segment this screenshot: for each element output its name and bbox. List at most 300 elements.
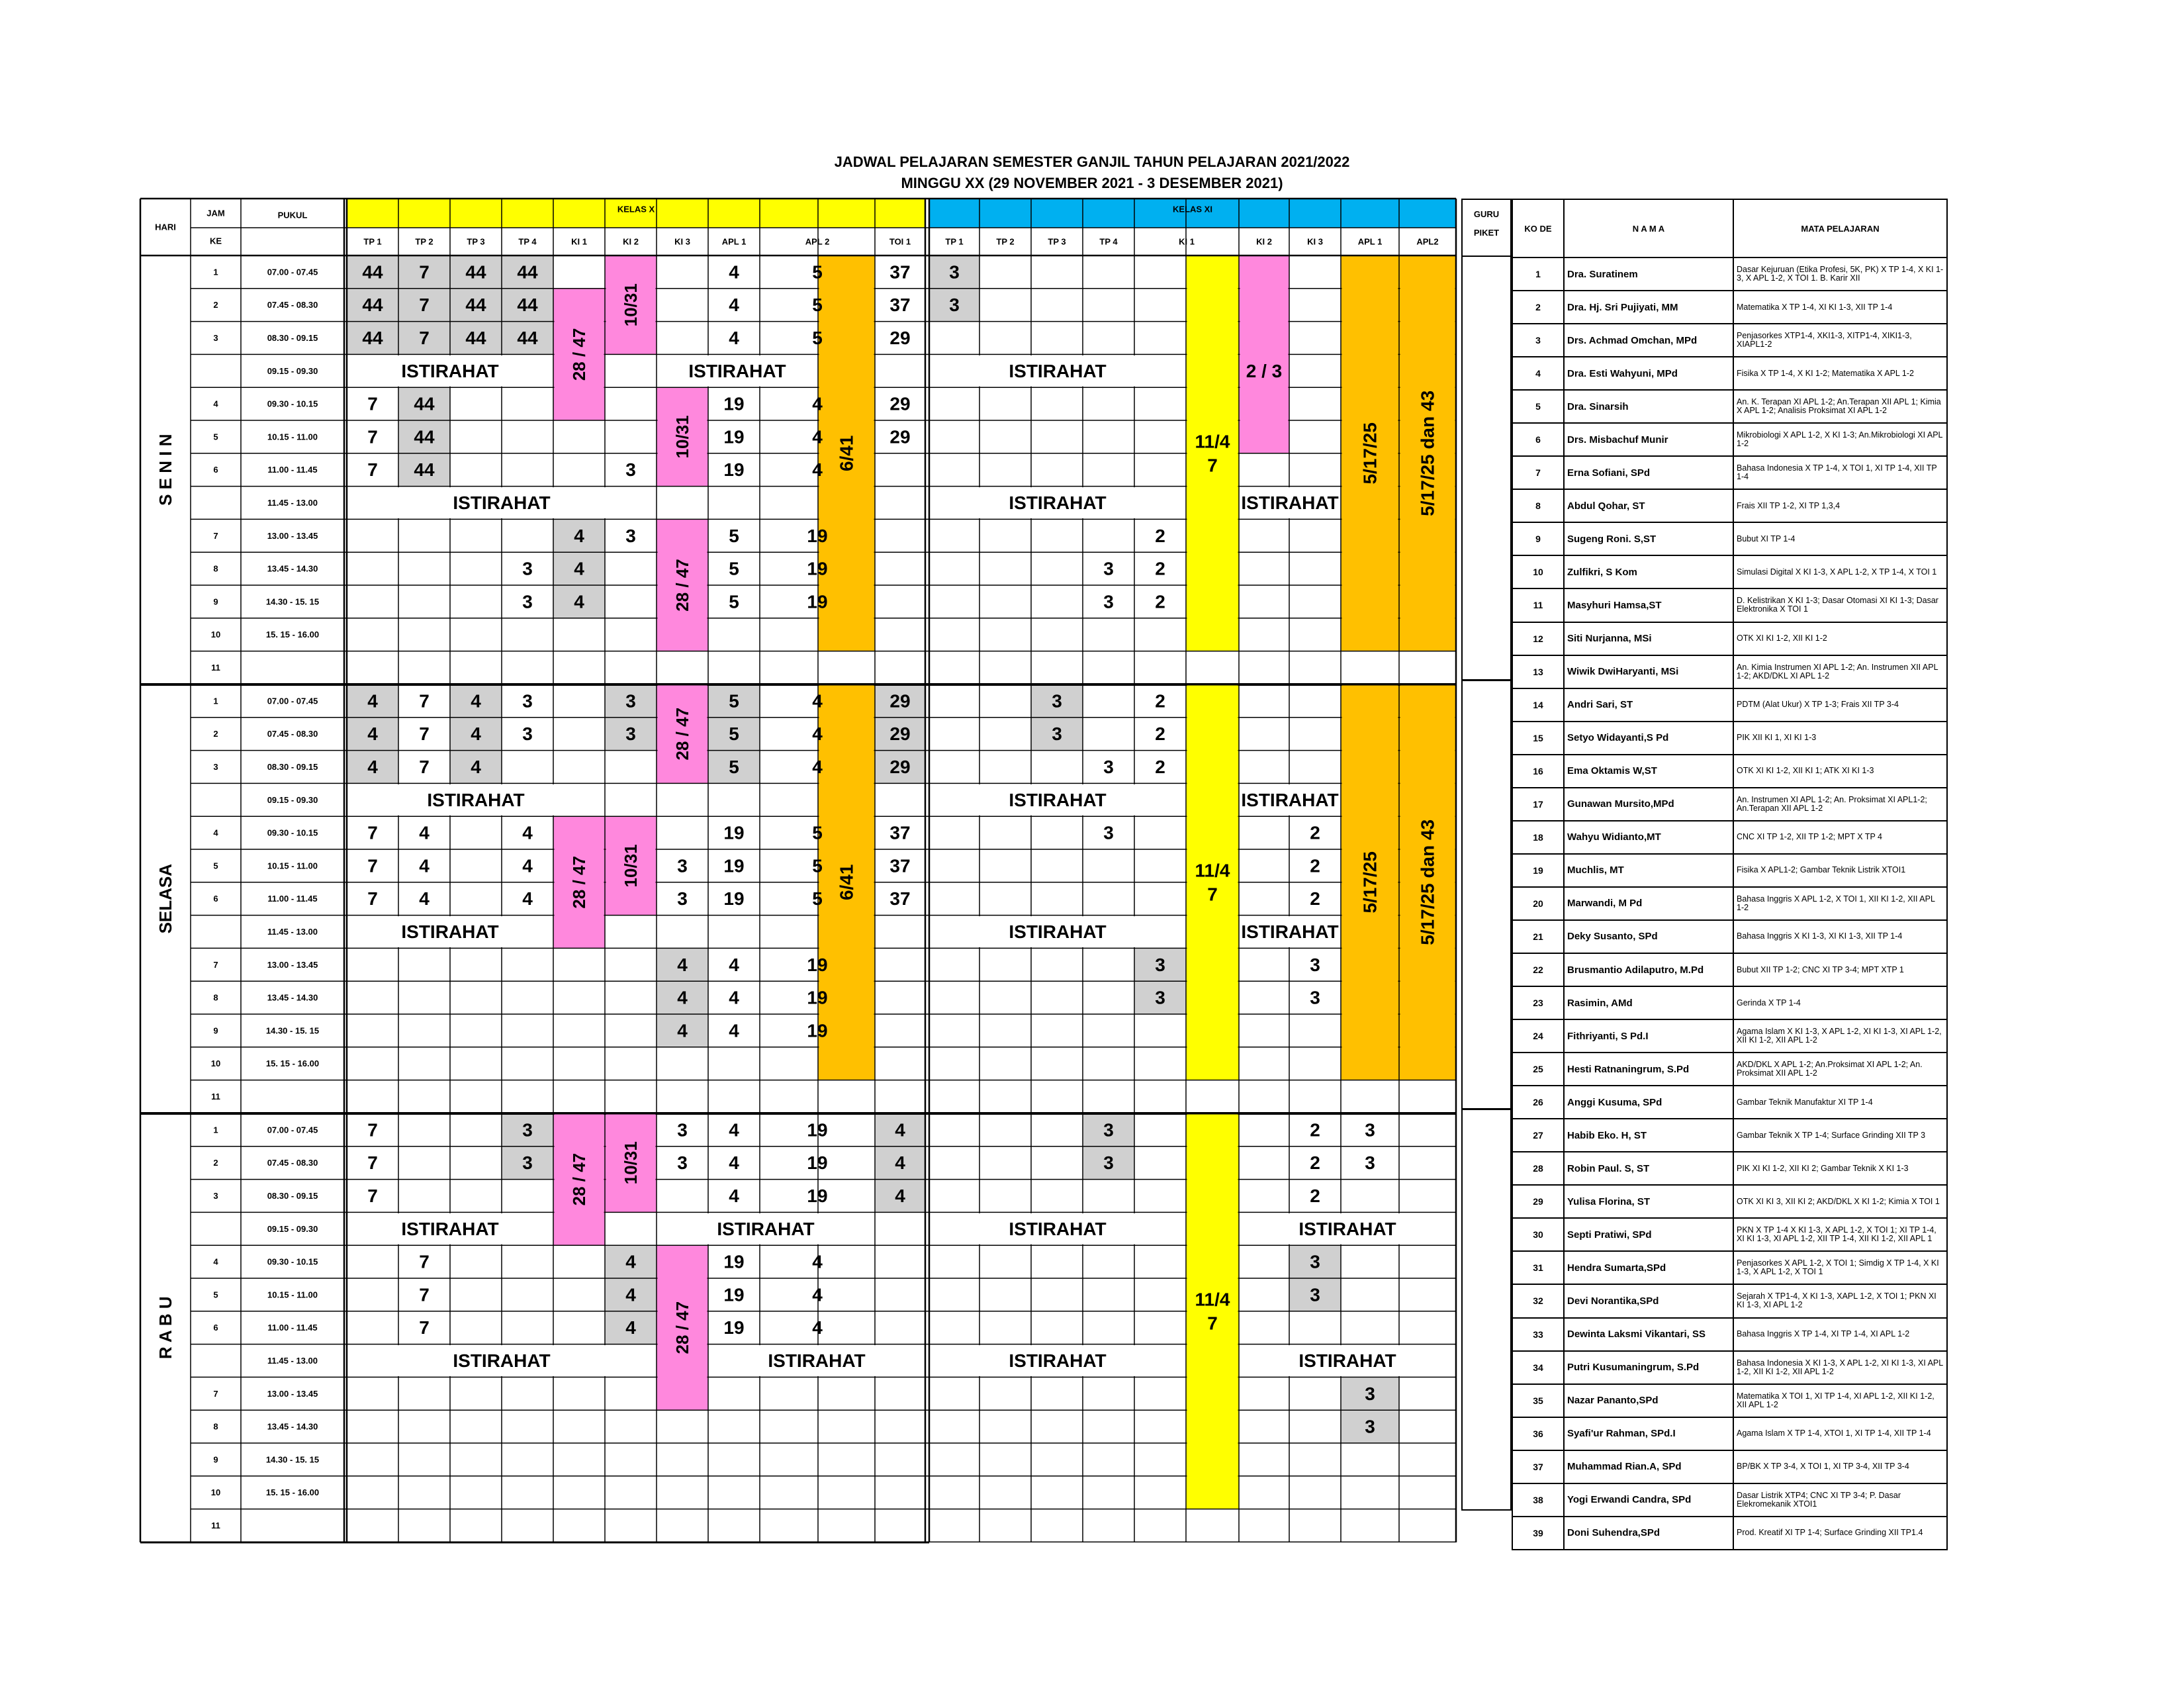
period-time: 13.00 - 13.45 xyxy=(267,1388,318,1399)
schedule-value: 4 xyxy=(677,954,688,975)
schedule-value: 29 xyxy=(889,426,911,447)
period-time: 08.30 - 09.15 xyxy=(267,333,318,343)
period-time: 07.45 - 08.30 xyxy=(267,729,318,739)
schedule-value: 4 xyxy=(574,558,584,579)
schedule-value: 4 xyxy=(367,690,378,712)
schedule-value: 3 xyxy=(1310,954,1320,975)
day-label: S E N I N xyxy=(156,434,175,506)
schedule-value: 3 xyxy=(949,295,960,316)
teacher-kode: 30 xyxy=(1512,1218,1564,1251)
merged-block-label: 6/41 xyxy=(836,864,857,901)
period-number: 11 xyxy=(211,1521,220,1530)
teacher-mapel: Dasar Listrik XTP4; CNC XI TP 3-4; P. Dasar Elekromekanik XTOI1 xyxy=(1733,1483,1947,1517)
schedule-value: 19 xyxy=(807,525,828,546)
teacher-row xyxy=(1512,258,1947,291)
teacher-kode: 25 xyxy=(1512,1053,1564,1086)
teacher-kode: 6 xyxy=(1512,423,1564,456)
teacher-nama: Abdul Qohar, ST xyxy=(1564,489,1733,522)
period-number: 10 xyxy=(210,1058,221,1069)
page-title: JADWAL PELAJARAN SEMESTER GANJIL TAHUN PELAJARAN 2021/2022 xyxy=(834,154,1350,170)
schedule-value: 4 xyxy=(471,690,481,712)
teacher-nama: Erna Sofiani, SPd xyxy=(1564,456,1733,489)
teacher-kode: 12 xyxy=(1512,622,1564,655)
period-number: 3 xyxy=(213,333,218,343)
teacher-nama: Drs. Achmad Omchan, MPd xyxy=(1564,324,1733,357)
teacher-row xyxy=(1512,953,1947,986)
schedule-value: 7 xyxy=(367,855,378,876)
teacher-row xyxy=(1512,986,1947,1019)
teacher-row xyxy=(1512,324,1947,357)
teacher-nama: Devi Norantika,SPd xyxy=(1564,1284,1733,1317)
schedule-value: 4 xyxy=(522,888,533,910)
teacher-row xyxy=(1512,1351,1947,1384)
teacher-nama: Deky Susanto, SPd xyxy=(1564,920,1733,953)
schedule-value: 3 xyxy=(522,591,533,612)
period-number: 7 xyxy=(213,959,218,970)
schedule-value: 4 xyxy=(729,1119,739,1141)
period-number: 1 xyxy=(213,267,218,277)
schedule-value: 4 xyxy=(812,393,823,414)
schedule-value: 3 xyxy=(522,1119,533,1141)
teacher-row xyxy=(1512,821,1947,854)
merged-block-label: 7 xyxy=(1207,1313,1218,1334)
istirahat-label: ISTIRAHAT xyxy=(1009,1350,1107,1371)
schedule-value: 3 xyxy=(625,459,636,481)
period-number: 9 xyxy=(213,596,218,607)
period-number: 9 xyxy=(213,1454,218,1465)
istirahat-label: ISTIRAHAT xyxy=(1241,921,1339,942)
schedule-value: 2 xyxy=(1155,558,1165,579)
day-label: SELASA xyxy=(156,863,175,934)
teacher-mapel: Bahasa Indonesia X KI 1-3, X APL 1-2, XI KI 1-3, XI APL 1-2, XII KI 1-2, XII APL 1-2 xyxy=(1733,1351,1947,1384)
merged-block-label: 28 / 47 xyxy=(569,328,589,381)
schedule-value: 19 xyxy=(807,1119,828,1141)
schedule-value: 7 xyxy=(419,1284,430,1305)
period-time: 07.00 - 07.45 xyxy=(267,696,318,706)
istirahat-label: ISTIRAHAT xyxy=(401,360,499,381)
schedule-value: 4 xyxy=(471,724,481,745)
schedule-value: 19 xyxy=(807,1186,828,1206)
teacher-row xyxy=(1512,357,1947,390)
period-time: 09.15 - 09.30 xyxy=(267,1223,318,1234)
period-time: 11.00 - 11.45 xyxy=(267,1323,318,1333)
schedule-value: 44 xyxy=(362,295,383,316)
teacher-row xyxy=(1512,755,1947,788)
schedule-value: 19 xyxy=(807,558,828,579)
schedule-value: 4 xyxy=(812,1284,823,1305)
teacher-mapel: Dasar Kejuruan (Etika Profesi, 5K, PK) X TP 1-4, X KI 1-3, X APL 1-2, X TOI 1. B. Karir XII xyxy=(1733,258,1947,291)
jam-header: JAM xyxy=(206,208,225,218)
teacher-kode: 18 xyxy=(1512,821,1564,854)
teacher-mapel: Bubut XII TP 1-2; CNC XI TP 3-4; MPT XTP 1 xyxy=(1733,953,1947,986)
teacher-kode: 2 xyxy=(1512,291,1564,324)
schedule-value: 29 xyxy=(889,690,911,712)
teacher-mapel: Bahasa Indonesia X TP 1-4, X TOI 1, XI TP 1-4, XII TP 1-4 xyxy=(1733,456,1947,489)
teacher-legend xyxy=(1512,199,1946,1550)
schedule-value: 2 xyxy=(1310,822,1320,843)
schedule-value: 44 xyxy=(414,426,435,447)
schedule-value: 3 xyxy=(522,558,533,579)
period-number: 4 xyxy=(213,1256,218,1267)
teacher-kode: 3 xyxy=(1512,324,1564,357)
guru-piket-column xyxy=(1461,199,1512,1511)
schedule-value: 4 xyxy=(471,757,481,777)
teacher-kode: 13 xyxy=(1512,655,1564,688)
period-number: 7 xyxy=(213,1388,218,1399)
merged-block-label: 28 / 47 xyxy=(672,707,692,761)
schedule-value: 3 xyxy=(1365,1416,1375,1437)
merged-block-face xyxy=(1187,686,1238,1080)
period-time: 10.15 - 11.00 xyxy=(267,861,318,871)
teacher-mapel: Simulasi Digital X KI 1-3, X APL 1-2, X TP 1-4, X TOI 1 xyxy=(1733,555,1947,588)
kelas-x-label: KELAS X xyxy=(617,204,655,214)
schedule-value: 2 xyxy=(1310,1119,1320,1141)
teacher-row xyxy=(1512,1251,1947,1284)
istirahat-label: ISTIRAHAT xyxy=(1009,360,1107,381)
teacher-mapel: Agama Islam X KI 1-3, X APL 1-2, XI KI 1-3, XI APL 1-2, XII KI 1-2, XII APL 1-2 xyxy=(1733,1019,1947,1053)
period-number: 5 xyxy=(213,861,218,871)
teacher-kode: 22 xyxy=(1512,953,1564,986)
teacher-kode: 14 xyxy=(1512,688,1564,722)
schedule-value: 44 xyxy=(465,261,486,283)
schedule-value: 4 xyxy=(419,888,430,910)
istirahat-label: ISTIRAHAT xyxy=(1298,1350,1396,1371)
schedule-value: 37 xyxy=(889,261,911,283)
period-number: 2 xyxy=(213,1158,218,1168)
schedule-value: 5 xyxy=(812,888,823,910)
teacher-row xyxy=(1512,655,1947,688)
schedule-value: 3 xyxy=(677,1119,688,1141)
teacher-kode: 8 xyxy=(1512,489,1564,522)
teacher-row xyxy=(1512,1417,1947,1450)
teacher-row xyxy=(1512,1185,1947,1218)
schedule-value: 44 xyxy=(414,393,435,414)
schedule-value: 4 xyxy=(729,987,739,1008)
period-number: 5 xyxy=(213,432,218,442)
schedule-value: 3 xyxy=(522,724,533,745)
teacher-nama: Zulfikri, S Kom xyxy=(1564,555,1733,588)
merged-block-label: 28 / 47 xyxy=(569,1152,589,1206)
teacher-kode: 27 xyxy=(1512,1119,1564,1152)
teacher-row xyxy=(1512,456,1947,489)
merged-block-face xyxy=(1240,257,1289,453)
istirahat-label: ISTIRAHAT xyxy=(1009,1218,1107,1239)
schedule-value: 7 xyxy=(419,1251,430,1272)
istirahat-label: ISTIRAHAT xyxy=(453,492,551,513)
schedule-value: 5 xyxy=(812,295,823,316)
schedule-value: 5 xyxy=(729,525,739,546)
teacher-kode: 32 xyxy=(1512,1284,1564,1317)
teacher-nama: Wahyu Widianto,MT xyxy=(1564,821,1733,854)
schedule-value: 4 xyxy=(522,855,533,876)
teacher-row xyxy=(1512,887,1947,920)
teacher-nama: Dewinta Laksmi Vikantari, SS xyxy=(1564,1318,1733,1351)
teacher-mapel: OTK XI KI 3, XII KI 2; AKD/DKL X KI 1-2; Kimia X TOI 1 xyxy=(1733,1185,1947,1218)
schedule-value: 29 xyxy=(889,757,911,777)
merged-block-label: 28 / 47 xyxy=(569,856,589,909)
schedule-value: 4 xyxy=(729,295,739,316)
teacher-row xyxy=(1512,1517,1947,1550)
period-time: 13.45 - 14.30 xyxy=(267,992,318,1003)
schedule-value: 5 xyxy=(729,757,739,777)
teacher-nama: Hesti Ratnaningrum, S.Pd xyxy=(1564,1053,1733,1086)
istirahat-label: ISTIRAHAT xyxy=(1009,789,1107,810)
teacher-nama: Masyhuri Hamsa,ST xyxy=(1564,588,1733,622)
teacher-kode: 16 xyxy=(1512,755,1564,788)
period-time: 11.00 - 11.45 xyxy=(267,894,318,904)
schedule-value: 44 xyxy=(362,328,383,348)
teacher-row xyxy=(1512,390,1947,423)
teacher-row xyxy=(1512,1086,1947,1119)
teacher-row xyxy=(1512,1152,1947,1185)
kelas-xi-col-header: TP 4 xyxy=(1099,236,1118,247)
istirahat-label: ISTIRAHAT xyxy=(401,1218,499,1239)
merged-block-label: 10/31 xyxy=(672,415,692,459)
schedule-value: 19 xyxy=(723,459,745,481)
schedule-value: 5 xyxy=(812,261,823,283)
schedule-value: 4 xyxy=(625,1284,636,1305)
kelas-xi-col-header: KI 1 xyxy=(1179,236,1195,247)
period-number: 4 xyxy=(213,827,218,838)
hari-header: HARI xyxy=(155,222,176,232)
teacher-kode: 20 xyxy=(1512,887,1564,920)
kelas-xi-col-header: TP 3 xyxy=(1048,236,1066,247)
period-number: 2 xyxy=(213,729,218,739)
teacher-kode: 33 xyxy=(1512,1318,1564,1351)
period-number: 5 xyxy=(213,1289,218,1300)
teacher-row xyxy=(1512,1284,1947,1317)
teacher-kode: 34 xyxy=(1512,1351,1564,1384)
teacher-nama: Syafi'ur Rahman, SPd.I xyxy=(1564,1417,1733,1450)
schedule-value: 4 xyxy=(812,724,823,745)
kelas-x-col-header: APL 1 xyxy=(721,236,747,247)
kelas-xi-col-header: KI 2 xyxy=(1256,236,1272,247)
teacher-kode: 15 xyxy=(1512,722,1564,755)
merged-block-face xyxy=(1187,257,1238,651)
schedule-value: 7 xyxy=(367,822,378,843)
period-time: 11.00 - 11.45 xyxy=(267,465,318,475)
teacher-nama: Brusmantio Adilaputro, M.Pd xyxy=(1564,953,1733,986)
schedule-value: 4 xyxy=(729,1020,739,1041)
period-time: 09.30 - 10.15 xyxy=(267,827,318,838)
kelas-x-col-header: TP 4 xyxy=(518,236,537,247)
teacher-kode: 5 xyxy=(1512,390,1564,423)
schedule-value: 4 xyxy=(812,426,823,447)
teacher-mapel: Agama Islam X TP 1-4, XTOI 1, XI TP 1-4, XII TP 1-4 xyxy=(1733,1417,1947,1450)
piket-label: PIKET xyxy=(1473,228,1500,238)
merged-block-label: 5/17/25 dan 43 xyxy=(1417,819,1438,945)
teacher-mapel: Fisika X TP 1-4, X KI 1-2; Matematika X APL 1-2 xyxy=(1733,357,1947,390)
schedule-value: 4 xyxy=(367,757,378,777)
schedule-value: 3 xyxy=(1103,822,1114,843)
period-number: 6 xyxy=(213,465,218,475)
istirahat-label: ISTIRAHAT xyxy=(1241,492,1339,513)
teacher-mapel: Gambar Teknik Manufaktur XI TP 1-4 xyxy=(1733,1086,1947,1119)
kelas-x-col-header: KI 2 xyxy=(623,236,639,247)
period-number: 2 xyxy=(213,300,218,310)
schedule-value: 37 xyxy=(889,822,911,843)
teacher-mapel: Penjasorkes X APL 1-2, X TOI 1; Simdig X TP 1-4, X KI 1-3, X APL 1-2, X TOI 1 xyxy=(1733,1251,1947,1284)
schedule-value: 29 xyxy=(889,328,911,348)
schedule-value: 3 xyxy=(1365,1383,1375,1404)
schedule-value: 2 xyxy=(1155,591,1165,612)
teacher-nama: Yulisa Florina, ST xyxy=(1564,1185,1733,1218)
schedule-value: 44 xyxy=(517,261,538,283)
teacher-nama: Dra. Hj. Sri Pujiyati, MM xyxy=(1564,291,1733,324)
period-time: 14.30 - 15. 15 xyxy=(265,1025,320,1036)
schedule-value: 19 xyxy=(723,1251,745,1272)
schedule-value: 2 xyxy=(1310,1152,1320,1174)
merged-block-label: 11/4 xyxy=(1195,860,1230,881)
period-time: 15. 15 - 16.00 xyxy=(265,630,320,640)
teacher-row xyxy=(1512,1483,1947,1517)
schedule-value: 19 xyxy=(723,1284,745,1305)
teacher-mapel: PKN X TP 1-4 X KI 1-3, X APL 1-2, X TOI 1; XI TP 1-4, XI KI 1-3, XI APL 1-2, XII TP 1-4, XII KI 1-2, XII APL 1 xyxy=(1733,1218,1947,1251)
merged-block-label: 10/31 xyxy=(621,1141,641,1185)
schedule-value: 3 xyxy=(1155,954,1165,975)
schedule-value: 7 xyxy=(367,426,378,447)
period-time: 07.45 - 08.30 xyxy=(267,300,318,310)
teacher-nama: Setyo Widayanti,S Pd xyxy=(1564,722,1733,755)
schedule-value: 3 xyxy=(1310,1251,1320,1272)
schedule-value: 3 xyxy=(1103,1119,1114,1141)
kelas-xi-col-header: KI 3 xyxy=(1307,236,1323,247)
teacher-kode: 10 xyxy=(1512,555,1564,588)
teacher-row xyxy=(1512,722,1947,755)
merged-block-face xyxy=(1187,1115,1238,1509)
period-time: 08.30 - 09.15 xyxy=(267,762,318,772)
schedule-value: 4 xyxy=(522,822,533,843)
schedule-value: 19 xyxy=(723,393,745,414)
teacher-kode: 17 xyxy=(1512,788,1564,821)
merged-block-label: 11/4 xyxy=(1195,431,1230,452)
teacher-mapel: OTK XI KI 1-2, XII KI 1; ATK XI KI 1-3 xyxy=(1733,755,1947,788)
kelas-x-col-header: TP 2 xyxy=(415,236,433,247)
schedule-value: 3 xyxy=(1365,1119,1375,1141)
teacher-mapel: An. Kimia Instrumen XI APL 1-2; An. Instrumen XII APL 1-2; AKD/DKL XI APL 1-2 xyxy=(1733,655,1947,688)
period-number: 6 xyxy=(213,894,218,904)
teacher-row xyxy=(1512,489,1947,522)
schedule-value: 3 xyxy=(949,261,960,283)
schedule-value: 3 xyxy=(1103,1152,1114,1174)
teacher-mapel: Prod. Kreatif XI TP 1-4; Surface Grinding XII TP1.4 xyxy=(1733,1517,1947,1550)
teacher-nama: Fithriyanti, S Pd.I xyxy=(1564,1019,1733,1053)
period-time: 10.15 - 11.00 xyxy=(267,1289,318,1300)
schedule-value: 2 xyxy=(1155,724,1165,745)
teacher-nama: Muchlis, MT xyxy=(1564,854,1733,887)
schedule-value: 4 xyxy=(812,1317,823,1338)
teacher-nama: Nazar Pananto,SPd xyxy=(1564,1384,1733,1417)
teacher-nama: Andri Sari, ST xyxy=(1564,688,1733,722)
teacher-nama: Wiwik DwiHaryanti, MSi xyxy=(1564,655,1733,688)
merged-block-label: 28 / 47 xyxy=(672,1301,692,1354)
schedule-value: 4 xyxy=(367,724,378,745)
teacher-mapel: Matematika X TP 1-4, XI KI 1-3, XII TP 1-4 xyxy=(1733,291,1947,324)
period-number: 3 xyxy=(213,1191,218,1201)
teacher-mapel: Gerinda X TP 1-4 xyxy=(1733,986,1947,1019)
schedule-value: 3 xyxy=(1052,690,1062,712)
schedule-value: 3 xyxy=(1310,987,1320,1008)
teacher-row xyxy=(1512,688,1947,722)
teacher-mapel: BP/BK X TP 3-4, X TOI 1, XI TP 3-4, XII TP 3-4 xyxy=(1733,1450,1947,1483)
teacher-kode: 38 xyxy=(1512,1483,1564,1517)
schedule-value: 4 xyxy=(419,855,430,876)
teacher-row xyxy=(1512,920,1947,953)
schedule-value: 7 xyxy=(419,757,430,777)
teacher-kode: 1 xyxy=(1512,258,1564,291)
period-time: 07.00 - 07.45 xyxy=(267,267,318,277)
teacher-row xyxy=(1512,1450,1947,1483)
schedule-value: 2 xyxy=(1155,525,1165,546)
teacher-mapel: Penjasorkes XTP1-4, XKI1-3, XITP1-4, XIKI1-3, XIAPL1-2 xyxy=(1733,324,1947,357)
schedule-value: 3 xyxy=(677,855,688,876)
merged-block-label: 28 / 47 xyxy=(672,559,692,612)
teacher-nama: Drs. Misbachuf Munir xyxy=(1564,423,1733,456)
schedule-value: 19 xyxy=(807,1020,828,1041)
schedule-value: 4 xyxy=(677,987,688,1008)
kelas-xi-label: KELAS XI xyxy=(1173,204,1212,214)
schedule-value: 4 xyxy=(895,1186,905,1206)
teacher-row xyxy=(1512,1119,1947,1152)
teacher-nama: Marwandi, M Pd xyxy=(1564,887,1733,920)
schedule-value: 5 xyxy=(729,690,739,712)
teacher-mapel: Fisika X APL1-2; Gambar Teknik Listrik XTOI1 xyxy=(1733,854,1947,887)
schedule-value: 3 xyxy=(1052,724,1062,745)
period-number: 8 xyxy=(213,992,218,1003)
period-number: 1 xyxy=(213,696,218,706)
schedule-value: 44 xyxy=(465,328,486,348)
schedule-value: 37 xyxy=(889,295,911,316)
period-time: 10.15 - 11.00 xyxy=(267,432,318,442)
istirahat-label: ISTIRAHAT xyxy=(717,1218,815,1239)
teacher-nama: Siti Nurjanna, MSi xyxy=(1564,622,1733,655)
schedule-value: 19 xyxy=(807,987,828,1008)
teacher-kode: 29 xyxy=(1512,1185,1564,1218)
kelas-x-col-header: TP 1 xyxy=(363,236,382,247)
istirahat-label: ISTIRAHAT xyxy=(453,1350,551,1371)
merged-block-label: 10/31 xyxy=(621,844,641,888)
period-time: 11.45 - 13.00 xyxy=(267,927,318,937)
schedule-value: 2 xyxy=(1310,855,1320,876)
teacher-mapel: OTK XI KI 1-2, XII KI 1-2 xyxy=(1733,622,1947,655)
teacher-row xyxy=(1512,1019,1947,1053)
period-number: 1 xyxy=(213,1125,218,1135)
period-time: 07.00 - 07.45 xyxy=(267,1125,318,1135)
teacher-nama: Dra. Suratinem xyxy=(1564,258,1733,291)
schedule-value: 2 xyxy=(1155,757,1165,777)
schedule-value: 7 xyxy=(419,261,430,283)
period-number: 6 xyxy=(213,1323,218,1333)
schedule-value: 37 xyxy=(889,888,911,910)
period-number: 7 xyxy=(213,530,218,541)
period-time: 13.00 - 13.45 xyxy=(267,530,318,541)
teacher-kode: 9 xyxy=(1512,522,1564,555)
schedule-value: 4 xyxy=(729,1152,739,1174)
teacher-nama: Habib Eko. H, ST xyxy=(1564,1119,1733,1152)
schedule-value: 19 xyxy=(807,591,828,612)
teacher-kode: 37 xyxy=(1512,1450,1564,1483)
kelas-xi-col-header: APL 1 xyxy=(1357,236,1383,247)
schedule-value: 7 xyxy=(419,295,430,316)
ke-header: KE xyxy=(209,236,222,246)
istirahat-label: ISTIRAHAT xyxy=(1241,789,1339,810)
teacher-mapel: PIK XI KI 1-2, XII KI 2; Gambar Teknik X KI 1-3 xyxy=(1733,1152,1947,1185)
teacher-mapel: D. Kelistrikan X KI 1-3; Dasar Otomasi XI KI 1-3; Dasar Elektronika X TOI 1 xyxy=(1733,588,1947,622)
period-number: 3 xyxy=(213,762,218,772)
schedule-value: 44 xyxy=(517,328,538,348)
schedule-value: 4 xyxy=(895,1152,905,1174)
kelas-xi-col-header: TP 1 xyxy=(945,236,964,247)
